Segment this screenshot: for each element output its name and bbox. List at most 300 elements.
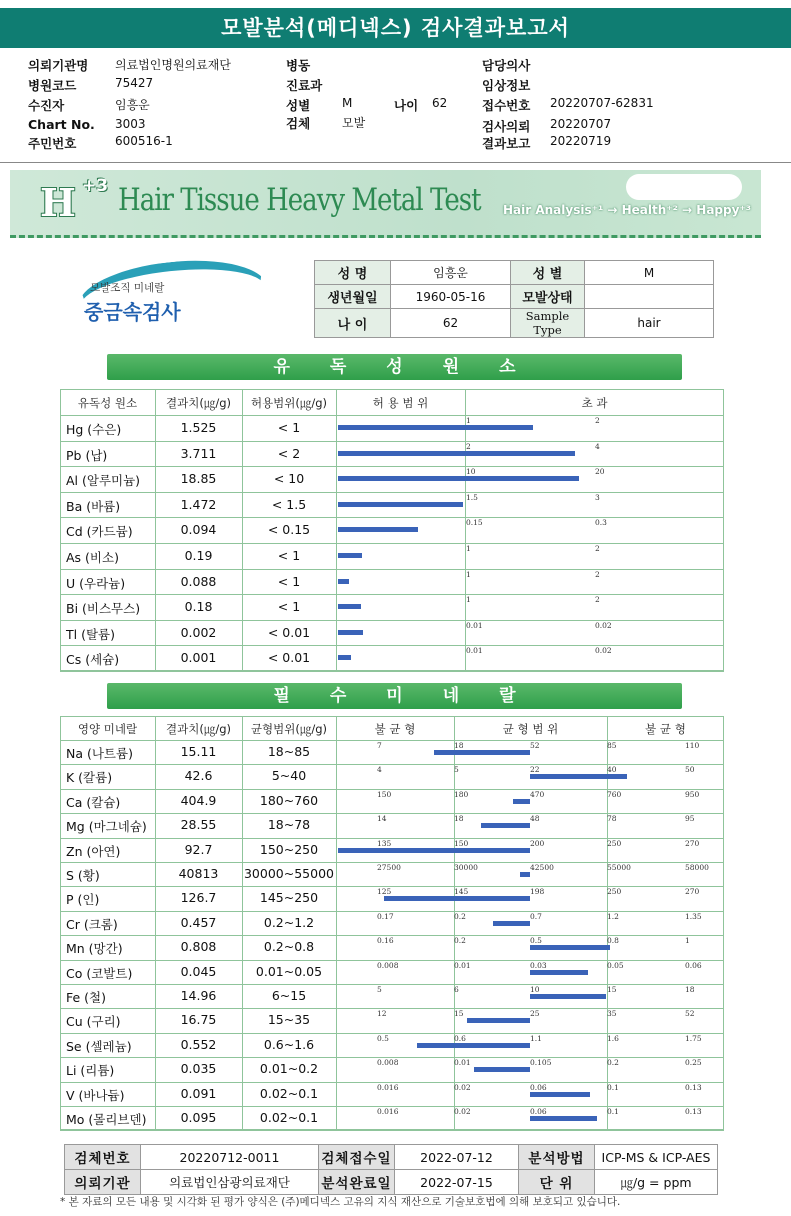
tick-label: 1 [685,936,690,946]
toxic-allowed-range: < 0.01 [267,624,311,640]
age-header-value: 62 [432,96,448,110]
tick-label: 0.7 [530,911,542,921]
grid-hline [60,645,724,646]
mineral-balance-range: 0.2~1.2 [263,914,315,930]
tick-label: 0.13 [685,1107,702,1116]
tick-label: 10 [530,985,540,994]
tick-label: 2 [595,416,600,425]
banner-oval [626,174,742,200]
mineral-name: Li (리튬) [66,1063,115,1079]
grid-vline [454,716,455,1130]
tick-label: 150 [377,789,392,799]
toxic-level-bar [338,476,579,481]
tick-label: 470 [530,789,545,799]
mineral-column-header: 불 균 형 [645,722,686,736]
tick-label: 0.06 [530,1082,547,1092]
mineral-name: Ca (칼슘) [66,794,121,810]
toxic-result-value: 0.19 [184,548,213,563]
mineral-result-value: 16.75 [180,1012,217,1028]
tick-label: 48 [530,814,540,824]
toxic-result-value: 1.472 [180,496,217,512]
mineral-name: Co (코발트) [66,965,133,981]
mineral-deviation-bar [467,1018,530,1023]
mineral-balance-range: 0.6~1.6 [263,1036,315,1052]
sex-label: 성 별 [511,261,585,285]
mineral-balance-range: 6~15 [271,988,307,1003]
header-label: 담당의사 [482,58,531,73]
banner-h-logo: H [40,180,76,225]
toxic-level-bar [338,425,533,430]
toxic-allowed-range: < 0.01 [267,650,311,666]
header-value: 모발 [342,116,366,130]
mineral-name: K (칼륨) [66,770,113,786]
mineral-result-value: 92.7 [184,841,213,857]
hair-state [585,285,714,309]
toxic-allowed-range: < 1 [277,420,301,435]
mineral-deviation-bar [417,1043,530,1048]
tick-label: 1 [466,595,471,605]
grid-vline [336,716,337,1130]
mineral-name: Mo (몰리브덴) [66,1112,147,1127]
toxic-level-bar [338,527,418,532]
tick-label: 1.5 [466,492,478,502]
tick-label: 0.01 [454,1058,471,1068]
tick-label: 0.05 [607,960,624,970]
toxic-allowed-range: < 1 [277,548,301,563]
mineral-name: Mn (망간) [66,941,123,957]
tick-label: 5 [454,765,459,775]
toxic-result-value: 0.001 [180,650,217,666]
header-value: 20220719 [550,134,612,148]
mineral-result-value: 0.552 [180,1036,217,1052]
header-value: 75427 [115,76,154,90]
toxic-allowed-range: < 1 [277,573,301,589]
mineral-deviation-bar [530,970,588,975]
mineral-balance-range: 30000~55000 [243,866,334,881]
tick-label: 0.016 [377,1107,399,1116]
tick-label: 1.6 [607,1033,619,1043]
mineral-column-header: 영양 미네랄 [77,722,138,736]
grid-hline [60,740,724,741]
mineral-section-header: 필수미네랄 [107,683,682,709]
tick-label: 0.13 [685,1082,702,1092]
mineral-result-value: 0.808 [180,939,217,955]
age-header-label: 나이 [394,98,419,113]
mineral-deviation-bar [481,823,530,828]
grid-hline [60,517,724,518]
tick-label: 30000 [454,863,478,872]
grid-hline [60,1008,724,1009]
tick-label: 10 [466,467,476,477]
header-value: 3003 [115,117,146,131]
header-label: 병동 [286,58,311,73]
toxic-element-name: Pb (납) [66,447,108,463]
tick-label: 20 [595,467,605,477]
toxic-element-name: Cs (세슘) [66,652,120,668]
toxic-allowed-range: < 1 [277,599,301,615]
grid-hline [60,543,724,544]
unit-label: 단 위 [519,1170,595,1195]
toxic-column-header: 초 과 [581,396,608,410]
tick-label: 95 [685,814,695,824]
mineral-result-value: 0.457 [180,914,217,930]
tick-label: 52 [530,741,540,750]
header-label: 주민번호 [28,136,77,151]
tick-label: 4 [377,765,382,775]
grid-hline [60,466,724,467]
mineral-name: S (황) [66,868,100,883]
tick-label: 0.17 [377,911,394,921]
mineral-deviation-bar [513,799,530,804]
tick-label: 135 [377,838,392,848]
mineral-name: Cu (구리) [66,1014,121,1030]
tick-label: 0.3 [595,518,607,528]
tick-label: 125 [377,887,392,897]
tick-label: 0.02 [595,620,612,630]
grid-hline [60,415,724,416]
mineral-result-value: 0.091 [180,1085,217,1101]
grid-hline [60,813,724,814]
toxic-column-header: 허 용 범 위 [372,396,429,410]
tick-label: 0.016 [377,1082,399,1092]
mineral-result-value: 42.6 [184,768,213,784]
toxic-level-bar [338,604,361,609]
tick-label: 50 [685,765,695,775]
hair-state-label: 모발상태 [511,285,585,309]
mineral-balance-range: 150~250 [259,841,319,857]
header-label: 검체 [286,116,311,131]
tick-label: 0.8 [607,936,619,946]
completed-label: 분석완료일 [319,1170,395,1195]
tick-label: 42500 [530,863,554,872]
tick-label: 6 [454,985,459,994]
toxic-element-name: Cd (카드뮴) [66,524,133,540]
mineral-name: Na (나트륨) [66,746,133,761]
mineral-deviation-bar [474,1067,530,1072]
toxic-allowed-range: < 0.15 [267,522,311,538]
banner-plus3: +3 [82,176,109,196]
mineral-result-value: 0.045 [180,963,217,979]
toxic-result-value: 18.85 [180,471,217,487]
patient-table [314,260,714,338]
dob-label: 생년월일 [315,285,391,309]
unit-value: ㎍/g = ppm [595,1170,718,1195]
tick-label: 22 [530,765,540,775]
mineral-result-value: 126.7 [180,890,217,906]
tick-label: 150 [454,838,469,848]
grid-hline [60,1033,724,1034]
sample-no: 20220712-0011 [141,1145,319,1170]
tick-label: 0.2 [454,911,466,921]
toxic-result-value: 0.002 [180,624,217,640]
mineral-deviation-bar [493,921,530,926]
tick-label: 110 [685,741,700,750]
toxic-level-bar [338,579,349,584]
tick-label: 0.2 [454,936,466,946]
header-label: 임상정보 [482,78,531,93]
grid-hline [60,492,724,493]
tick-label: 18 [454,814,464,824]
mineral-balance-range: 15~35 [267,1012,311,1028]
mineral-name: Fe (철) [66,990,106,1005]
tick-label: 1.1 [530,1033,542,1043]
tick-label: 1.2 [607,911,619,921]
tick-label: 200 [530,838,545,848]
grid-hline [60,886,724,887]
toxic-result-value: 0.18 [184,599,213,615]
toxic-level-bar [338,553,362,558]
tick-label: 0.02 [454,1107,471,1116]
toxic-result-value: 0.088 [180,573,217,589]
header-label: 접수번호 [482,98,531,113]
toxic-element-name: Bi (비스무스) [66,601,141,617]
tick-label: 12 [377,1009,387,1019]
tick-label: 18 [454,741,464,750]
tick-label: 0.008 [377,1058,399,1068]
tick-label: 250 [607,887,622,897]
mineral-column-header: 균형범위(㎍/g) [250,722,328,736]
header-label: 수진자 [28,98,65,113]
mineral-balance-range: 0.02~0.1 [259,1110,319,1125]
tick-label: 2 [595,544,600,553]
tick-label: 78 [607,814,617,824]
received-date: 2022-07-12 [395,1145,519,1170]
mineral-result-value: 15.11 [180,744,217,759]
toxic-allowed-range: < 2 [277,445,301,461]
tick-label: 0.03 [530,960,547,970]
mineral-deviation-bar [530,1092,590,1097]
mineral-result-value: 40813 [178,866,219,881]
mineral-column-header: 결과치(㎍/g) [166,722,231,736]
tick-label: 40 [607,765,617,775]
mineral-result-value: 0.095 [180,1110,217,1125]
tick-label: 2 [466,441,471,451]
grid-hline [60,569,724,570]
tick-label: 4 [595,441,600,451]
tick-label: 250 [607,838,622,848]
tick-label: 0.06 [685,960,702,970]
header-value: 임흥운 [115,98,150,112]
mineral-deviation-bar [530,774,627,779]
toxic-element-name: Al (알루미늄) [66,473,141,489]
tick-label: 2 [595,569,600,579]
grid-hline [60,984,724,985]
tick-label: 0.02 [454,1082,471,1092]
grid-hline [60,441,724,442]
toxic-element-name: Hg (수은) [66,422,122,437]
mineral-deviation-bar [530,994,606,999]
method-label: 분석방법 [519,1145,595,1170]
toxic-result-value: 0.094 [180,522,217,538]
received-label: 검체접수일 [319,1145,395,1170]
header-label: 결과보고 [482,136,531,151]
toxic-result-value: 1.525 [180,420,217,435]
grid-vline [336,389,337,671]
mineral-balance-range: 145~250 [259,890,319,906]
tick-label: 14 [377,814,387,824]
sample-type-label: Sample Type [511,309,585,338]
grid-hline [60,789,724,790]
mineral-deviation-bar [530,1116,597,1121]
patient-name: 임흥운 [391,261,511,285]
tick-label: 270 [685,838,700,848]
tick-label: 15 [607,985,617,994]
mineral-result-value: 28.55 [180,817,217,833]
header-divider [0,162,791,163]
org-label: 의뢰기관 [65,1170,141,1195]
mineral-result-value: 0.035 [180,1061,217,1077]
tick-label: 0.008 [377,960,399,970]
header-label: 병원코드 [28,78,77,93]
mineral-balance-range: 0.02~0.1 [259,1085,319,1101]
patient-dob: 1960-05-16 [391,285,511,309]
mineral-deviation-bar [338,848,530,853]
logo-title: 중금속검사 [84,300,181,324]
toxic-level-bar [338,655,351,660]
grid-hline [60,594,724,595]
tick-label: 2 [595,595,600,605]
tick-label: 5 [377,985,382,994]
tick-label: 35 [607,1009,617,1019]
toxic-column-header: 결과치(㎍/g) [166,396,231,410]
mineral-balance-range: 0.01~0.05 [255,963,323,979]
mineral-name: V (바나듐) [66,1087,125,1103]
banner-title: Hair Tissue Heavy Metal Test [118,182,481,218]
banner-slogan: Hair Analysis⁺¹ → Health⁺² → Happy⁺³ [503,203,752,217]
mineral-balance-range: 5~40 [271,768,307,784]
tick-label: 0.01 [466,620,483,630]
tick-label: 15 [454,1009,464,1019]
mineral-deviation-bar [520,872,530,877]
toxic-element-name: As (비소) [66,550,119,565]
tick-label: 1.35 [685,911,702,921]
grid-hline [60,764,724,765]
toxic-column-header: 허용범위(㎍/g) [250,396,328,410]
mineral-balance-range: 180~760 [259,792,319,808]
mineral-result-value: 404.9 [180,792,217,808]
toxic-element-name: Tl (탈륨) [66,626,115,642]
tick-label: 180 [454,789,469,799]
tick-label: 55000 [607,863,631,872]
header-label: 의뢰기관명 [28,58,89,73]
mineral-name: Zn (아연) [66,843,121,859]
sample-type: hair [585,309,714,338]
analysis-footer-table [64,1144,718,1195]
tick-label: 18 [685,985,695,994]
grid-hline [60,1130,724,1131]
mineral-deviation-bar [384,896,530,901]
tick-label: 0.1 [607,1107,619,1116]
tick-label: 7 [377,741,382,750]
header-value: 20220707-62831 [550,96,654,110]
header-value: 의료법인명원의료재단 [115,58,231,72]
toxic-level-bar [338,451,575,456]
tick-label: 1.75 [685,1033,702,1043]
tick-label: 52 [685,1009,695,1019]
toxic-element-name: Ba (바륨) [66,498,121,514]
tick-label: 0.06 [530,1107,547,1116]
sample-no-label: 검체번호 [65,1145,141,1170]
toxic-section-header: 유독성원소 [107,354,682,380]
tick-label: 0.2 [607,1058,619,1068]
tick-label: 27500 [377,863,401,872]
grid-hline [60,838,724,839]
mineral-name: P (인) [66,892,100,908]
tick-label: 198 [530,887,545,897]
logo-subtitle: 모발조직 미네랄 [90,282,165,294]
tick-label: 0.5 [377,1033,389,1043]
toxic-level-bar [338,502,463,507]
tick-label: 0.105 [530,1058,552,1068]
mineral-result-value: 14.96 [180,988,217,1003]
mineral-column-header: 균 형 범 위 [502,722,559,736]
patient-sex: M [585,261,714,285]
age-label: 나 이 [315,309,391,338]
mineral-name: Mg (마그네슘) [66,819,147,835]
toxic-level-bar [338,630,363,635]
analysis-method: ICP-MS & ICP-AES [595,1145,718,1170]
header-value: M [342,96,353,110]
toxic-result-value: 3.711 [180,445,217,461]
tick-label: 1 [466,416,471,425]
toxic-element-name: U (우라늄) [66,575,126,591]
tick-label: 0.16 [377,936,394,946]
toxic-column-header: 유독성 원소 [77,396,138,410]
header-value: 20220707 [550,117,612,131]
toxic-allowed-range: < 1.5 [271,496,307,512]
tick-label: 0.01 [454,960,471,970]
tick-label: 3 [595,492,600,502]
mineral-balance-range: 0.01~0.2 [259,1061,319,1077]
toxic-allowed-range: < 10 [273,471,305,487]
tick-label: 58000 [685,863,709,872]
mineral-name: Cr (크롬) [66,916,118,932]
tick-label: 145 [454,887,469,897]
patient-age: 62 [391,309,511,338]
header-label: 진료과 [286,78,323,93]
header-value: 600516-1 [115,134,173,148]
completed-date: 2022-07-15 [395,1170,519,1195]
mineral-column-header: 불 균 형 [374,722,416,736]
mineral-deviation-bar [434,750,530,755]
grid-hline [60,620,724,621]
tick-label: 0.5 [530,936,542,946]
header-label: 검사의뢰 [482,119,531,134]
tick-label: 270 [685,887,700,897]
grid-hline [60,671,724,672]
mineral-name: Se (셀레늄) [66,1038,132,1054]
tick-label: 0.01 [466,646,483,656]
tick-label: 950 [685,789,700,799]
tick-label: 760 [607,789,622,799]
mineral-balance-range: 18~78 [267,817,311,833]
tick-label: 0.6 [454,1033,466,1043]
header-label: Chart No. [28,117,95,132]
tick-label: 85 [607,741,617,750]
mineral-balance-range: 0.2~0.8 [263,939,315,955]
tick-label: 0.25 [685,1058,702,1068]
tick-label: 0.1 [607,1082,619,1092]
tick-label: 25 [530,1009,540,1019]
hair-test-banner [10,170,761,238]
name-label: 성 명 [315,261,391,285]
tick-label: 1 [466,569,471,579]
copyright-note: * 본 자료의 모든 내용 및 시각화 된 평가 양식은 (주)메디넥스 고유의 지식 재산으로 기술보호법에 의해 보호되고 있습니다. [60,1196,621,1208]
tick-label: 1 [466,544,471,553]
tick-label: 0.15 [466,518,483,528]
mineral-balance-range: 18~85 [267,744,311,759]
report-title: 모발분석(메디넥스) 검사결과보고서 [0,8,791,48]
